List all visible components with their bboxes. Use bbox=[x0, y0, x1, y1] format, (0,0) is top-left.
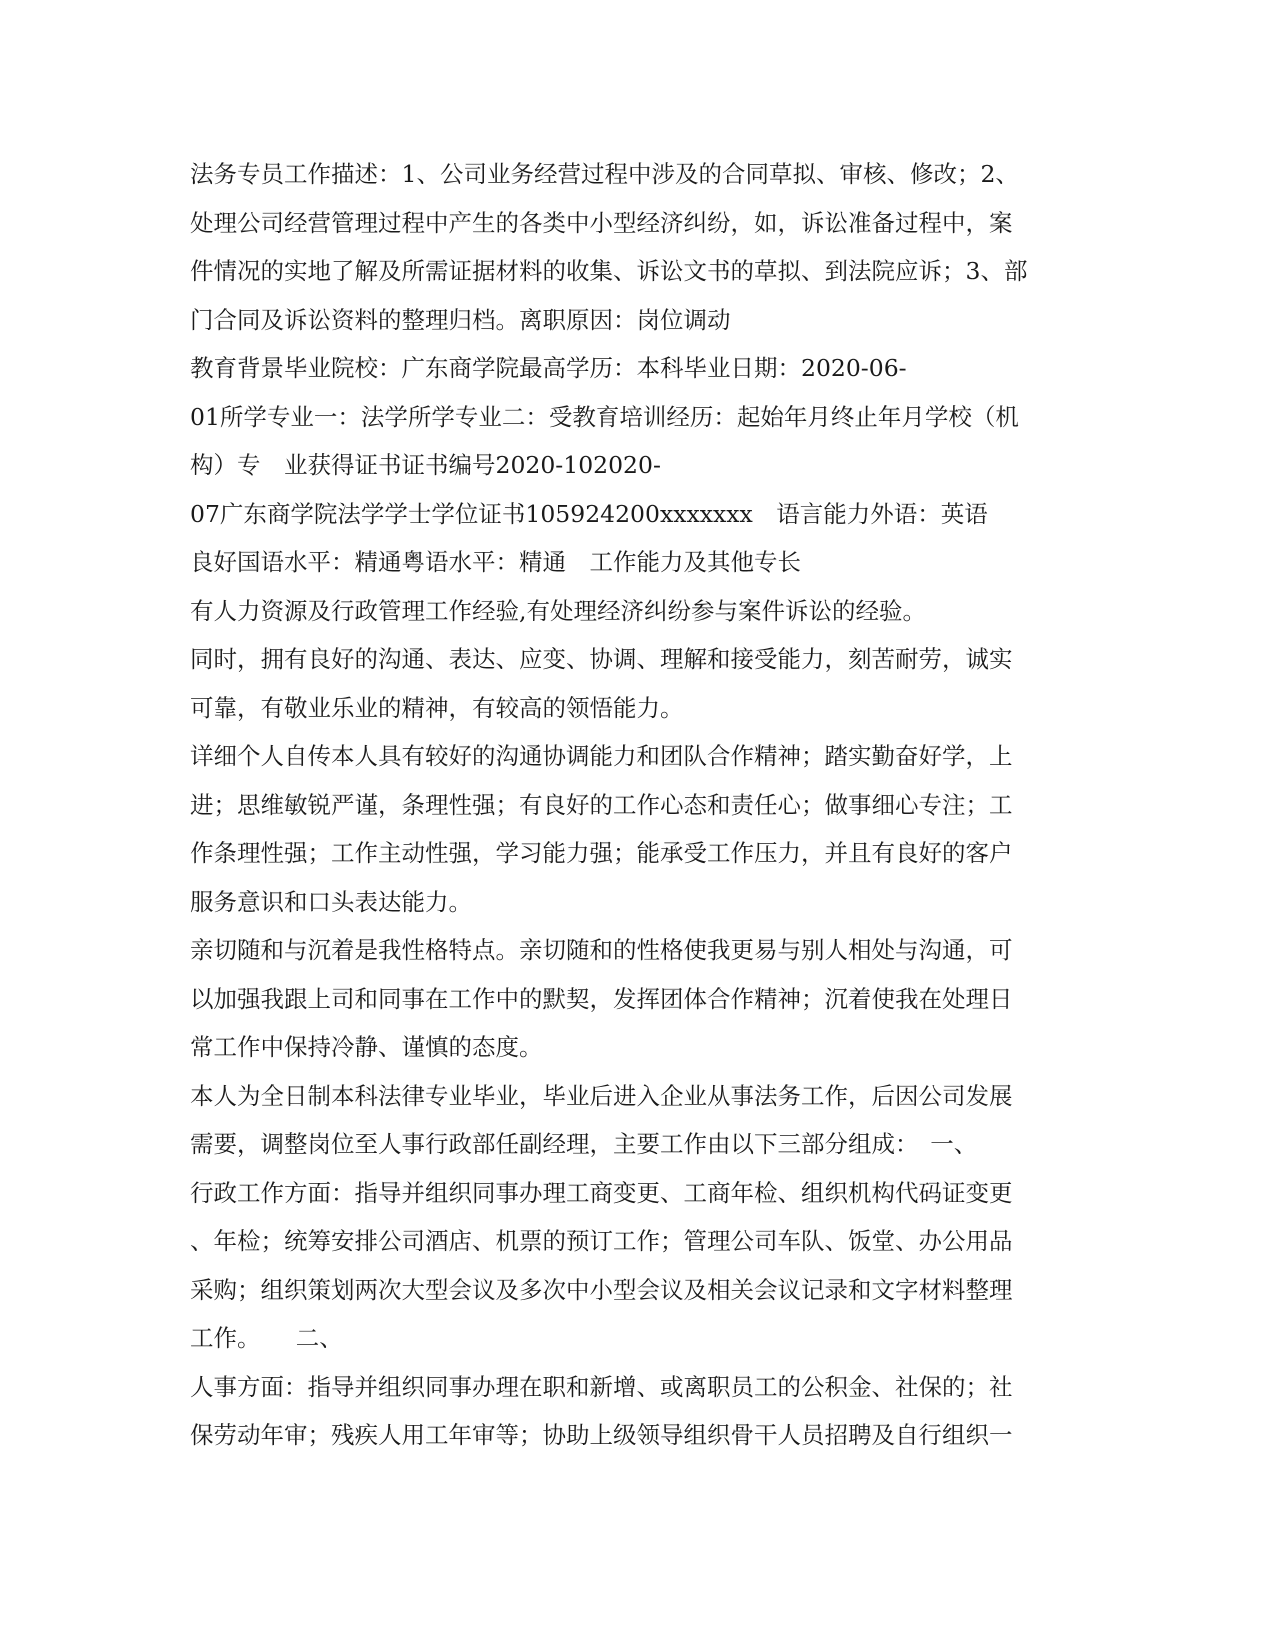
document-body bbox=[190, 150, 1080, 1460]
text-line: 服务意识和口头表达能力。 bbox=[190, 887, 472, 916]
text-line: 处理公司经营管理过程中产生的各类中小型经济纠纷，如，诉讼准备过程中，案 bbox=[190, 208, 1013, 237]
text-line: 01所学专业一：法学所学专业二：受教育培训经历：起始年月终止年月学校（机 bbox=[190, 402, 1019, 431]
text-line: 以加强我跟上司和同事在工作中的默契，发挥团体合作精神；沉着使我在处理日 bbox=[190, 984, 1013, 1013]
text-line: 本人为全日制本科法律专业毕业，毕业后进入企业从事法务工作，后因公司发展 bbox=[190, 1081, 1013, 1110]
text-line: 保劳动年审；残疾人用工年审等；协助上级领导组织骨干人员招聘及自行组织一 bbox=[190, 1421, 1013, 1449]
text-line: 有人力资源及行政管理工作经验,有处理经济纠纷参与案件诉讼的经验。 bbox=[190, 596, 926, 625]
text-line: 亲切随和与沉着是我性格特点。亲切随和的性格使我更易与别人相处与沟通，可 bbox=[190, 936, 1013, 964]
text-line: 常工作中保持冷静、谨慎的态度。 bbox=[190, 1033, 543, 1061]
text-line: 同时，拥有良好的沟通、表达、应变、协调、理解和接受能力，刻苦耐劳，诚实 bbox=[190, 645, 1013, 673]
text-line: 人事方面：指导并组织同事办理在职和新增、或离职员工的公积金、社保的；社 bbox=[190, 1372, 1013, 1401]
text-line: 构）专 业获得证书证书编号2020-102020- bbox=[190, 451, 661, 479]
text-line: 件情况的实地了解及所需证据材料的收集、诉讼文书的草拟、到法院应诉；3、部 bbox=[190, 257, 1028, 285]
text-line: 法务专员工作描述：1、公司业务经营过程中涉及的合同草拟、审核、修改；2、 bbox=[190, 160, 1019, 188]
text-line: 作条理性强；工作主动性强，学习能力强；能承受工作压力，并且有良好的客户 bbox=[190, 839, 1013, 867]
text-line: 门合同及诉讼资料的整理归档。离职原因：岗位调动 bbox=[190, 305, 731, 334]
text-line: 行政工作方面：指导并组织同事办理工商变更、工商年检、组织机构代码证变更 bbox=[190, 1178, 1013, 1207]
text-line: 详细个人自传本人具有较好的沟通协调能力和团队合作精神；踏实勤奋好学，上 bbox=[190, 742, 1013, 770]
text-line: 良好国语水平：精通粤语水平：精通 工作能力及其他专长 bbox=[190, 548, 801, 576]
text-line: 、年检；统筹安排公司酒店、机票的预订工作；管理公司车队、饭堂、办公用品 bbox=[190, 1227, 1013, 1255]
text-line: 采购；组织策划两次大型会议及多次中小型会议及相关会议记录和文字材料整理 bbox=[190, 1275, 1013, 1304]
text-line: 可靠，有敬业乐业的精神，有较高的领悟能力。 bbox=[190, 693, 684, 722]
text-line: 需要，调整岗位至人事行政部任副经理，主要工作由以下三部分组成： 一、 bbox=[190, 1130, 978, 1158]
text-line: 07广东商学院法学学士学位证书105924200xxxxxxx 语言能力外语：英语 bbox=[190, 499, 988, 528]
text-line: 教育背景毕业院校：广东商学院最高学历：本科毕业日期：2020-06- bbox=[190, 354, 907, 382]
text-line: 工作。 二、 bbox=[190, 1324, 343, 1352]
text-line: 进；思维敏锐严谨，条理性强；有良好的工作心态和责任心；做事细心专注；工 bbox=[190, 790, 1013, 819]
